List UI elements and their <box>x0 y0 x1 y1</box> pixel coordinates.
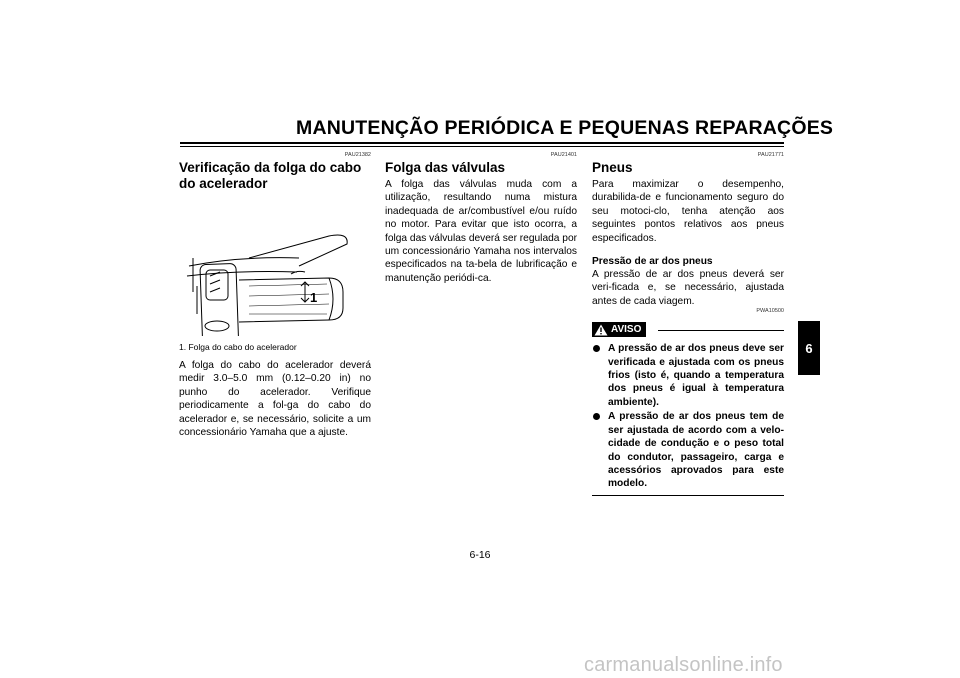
section-code: PAU21401 <box>550 152 577 158</box>
section-title: Folga das válvulas <box>385 160 506 175</box>
page-number: 6-16 <box>469 549 491 561</box>
section-body: A folga do cabo do acelerador deverá medir 3.0–5.0 mm (0.12–0.20 in) no punho do acelerador. Verifique periodicamente a fol-ga do cabo do acelerador e, se necessário, solicite a um concessionário Yamaha que a ajuste. <box>179 360 371 439</box>
subsection-body: A pressão de ar dos pneus deverá ser veri-ficada e, se necessário, ajustada antes de cada viagem. <box>592 269 784 307</box>
valves-section <box>385 152 577 285</box>
title-rule <box>180 142 784 144</box>
warning-item: A pressão de ar dos pneus deve ser verificada e ajustada com os pneus frios (isto é, quando a temperatura dos pneus é igual à temperatura ambiente). <box>592 342 784 409</box>
warning-end-rule <box>592 495 784 496</box>
bullet-icon <box>593 413 600 420</box>
throttle-grip-drawing <box>179 196 371 336</box>
section-body: A folga das válvulas muda com a utilização, resultando numa mistura inadequada de ar/combustível e/ou ruído no motor. Para evitar que isto ocorra, a folga das válvulas deverá ser regulada por um concessionário Yamaha nos intervalos especificados na ta-bela de lubrificação e manutenção periódi-ca. <box>385 179 577 284</box>
warning-item: A pressão de ar dos pneus tem de ser ajustada de acordo com a velo-cidade de condução e o peso total do condutor, passageiro, carga e acessórios aprovados para este modelo. <box>592 410 784 490</box>
throttle-section <box>179 152 371 439</box>
figure-callout: 1 <box>310 290 318 305</box>
warning-rule <box>658 330 784 331</box>
section-title: Verificação da folga do cabo do acelerador <box>179 160 362 191</box>
warning-badge <box>592 322 646 337</box>
section-title: Pneus <box>592 160 633 175</box>
warning-list <box>592 342 784 490</box>
subsection-title: Pressão de ar dos pneus <box>592 256 713 268</box>
section-code: PAU21382 <box>344 152 371 158</box>
watermark: carmanualsonline.info <box>584 654 783 676</box>
warning-header <box>592 322 784 338</box>
warning-code: PWA10500 <box>756 308 784 315</box>
bullet-icon <box>593 345 600 352</box>
tyres-section <box>592 152 784 496</box>
page-title: MANUTENÇÃO PERIÓDICA E PEQUENAS REPARAÇÕES <box>296 117 834 139</box>
title-rule-thin <box>180 146 784 147</box>
warning-label: AVISO <box>611 324 642 336</box>
section-code: PAU21771 <box>757 152 784 158</box>
warning-triangle-icon <box>594 324 608 336</box>
section-body: Para maximizar o desempenho, durabilida-de e funcionamento seguro do seu motoci-clo, tenha atenção aos seguintes pontos relativos aos pneus especificados. <box>592 179 784 244</box>
chapter-tab: 6 <box>798 321 820 375</box>
figure-caption: 1. Folga do cabo do acelerador <box>179 342 297 352</box>
throttle-grip-illustration <box>179 196 371 336</box>
